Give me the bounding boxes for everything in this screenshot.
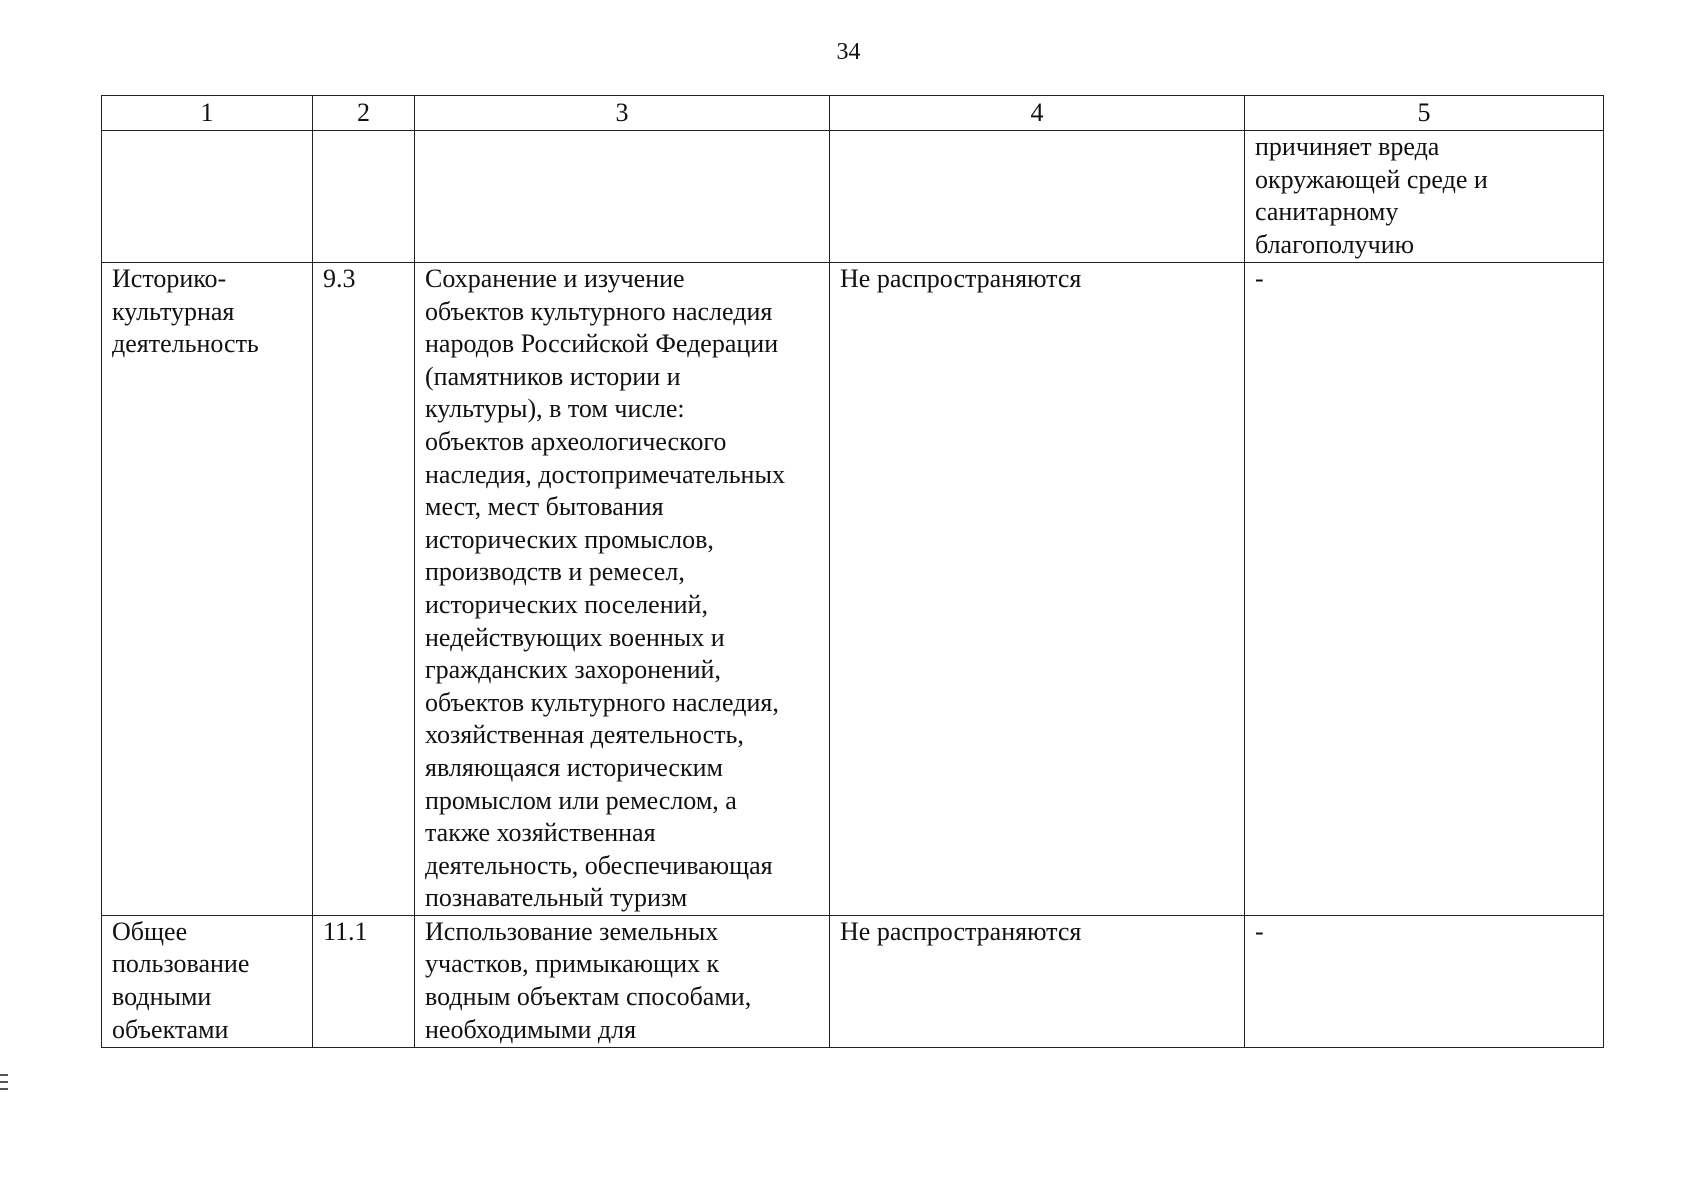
header-row — [102, 96, 1604, 131]
table-cell — [1245, 263, 1604, 916]
cell-text: - — [1255, 264, 1264, 293]
table-row — [102, 915, 1604, 1047]
table-cell — [102, 131, 313, 263]
cell-text: 9.3 — [323, 264, 356, 293]
table-cell — [415, 263, 830, 916]
table-cell — [102, 915, 313, 1047]
margin-mark — [0, 1074, 8, 1095]
cell-text: 11.1 — [323, 916, 368, 946]
table-body — [102, 131, 1604, 1048]
cell-text: - — [1255, 916, 1264, 946]
cell-text: причиняет вреда окружающей среде и санитарному благополучию — [1255, 132, 1488, 259]
cell-text: Общее пользование водными объектами — [112, 916, 250, 1044]
table-row — [102, 263, 1604, 916]
margin-mark-line — [0, 1081, 8, 1083]
table-cell — [313, 131, 415, 263]
cell-text: Использование земельных участков, примыкающих к водным объектам способами, необходимыми для — [425, 916, 752, 1044]
column-header-3: 3 — [415, 96, 830, 131]
table-cell — [830, 131, 1245, 263]
cell-text: Сохранение и изучение объектов культурного наследия народов Российской Федерации (памятников истории и культуры), в том числе: объектов археологического наследия, достопримечательных мест, мест бытования исторических промыслов, производств и ремесел, исторических поселений, недействующих военных и гражданских захоронений, объектов культурного наследия, хозяйственная деятельность, являющаяся историческим промыслом или ремеслом, а также хозяйственная деятельность, обеспечивающая познавательный туризм — [425, 264, 785, 913]
column-header-5: 5 — [1245, 96, 1604, 131]
table-cell — [313, 915, 415, 1047]
regulations-table — [101, 95, 1604, 1048]
table-cell — [415, 131, 830, 263]
column-header-2: 2 — [313, 96, 415, 131]
page-number: 34 — [836, 39, 861, 65]
cell-text: Не распространяются — [840, 264, 1082, 293]
table-cell — [1245, 131, 1604, 263]
table-cell — [313, 263, 415, 916]
table-header — [102, 96, 1604, 131]
column-header-1: 1 — [102, 96, 313, 131]
margin-mark-line — [0, 1088, 8, 1090]
table-row — [102, 131, 1604, 263]
table-cell — [102, 263, 313, 916]
table-cell — [830, 263, 1245, 916]
margin-mark-line — [0, 1074, 8, 1076]
table-cell — [1245, 915, 1604, 1047]
column-header-4: 4 — [830, 96, 1245, 131]
table-cell — [830, 915, 1245, 1047]
cell-text: Историко- культурная деятельность — [112, 264, 259, 359]
table-cell — [415, 915, 830, 1047]
cell-text: Не распространяются — [840, 916, 1082, 946]
